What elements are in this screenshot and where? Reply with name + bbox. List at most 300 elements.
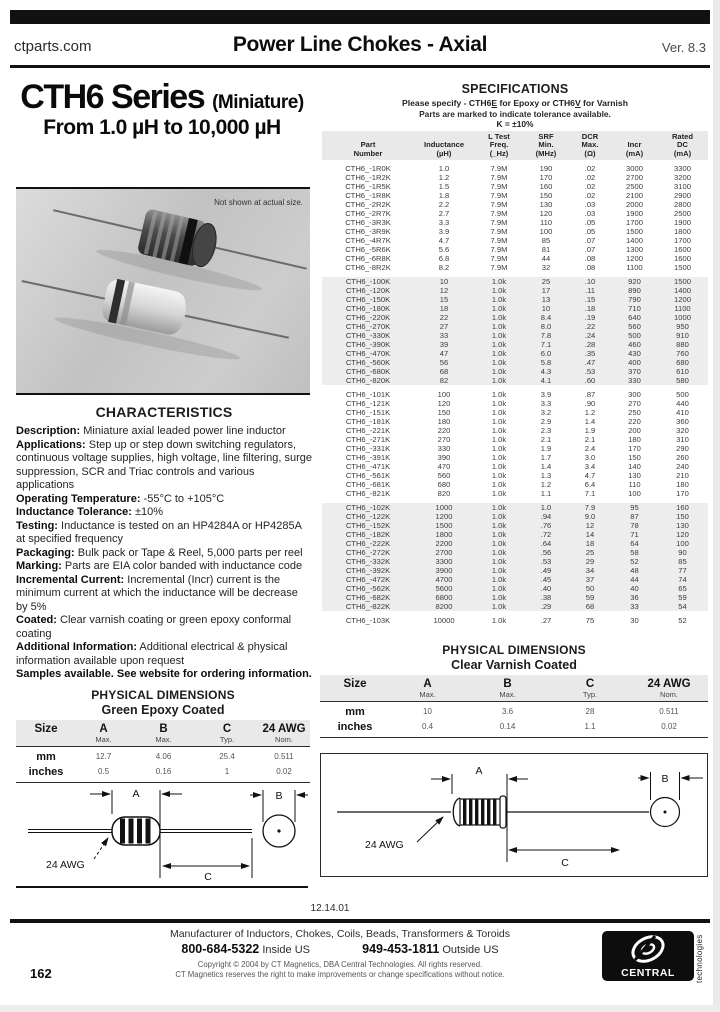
characteristic-item: Coated: Clear varnish coating or green epoxy conformal coating (16, 614, 292, 640)
dimensions-table-header (320, 675, 708, 702)
dimensions-green-epoxy (16, 688, 310, 783)
spec-cell: CTH6_-272K (345, 548, 391, 557)
spec-cell: 1100 (626, 263, 643, 272)
characteristic-item: Packaging: Bulk pack or Tape & Reel, 5,000 parts per reel (16, 546, 303, 559)
dim-value: 0.4 (421, 722, 434, 731)
spec-cell: 1400 (674, 286, 691, 295)
spec-cell: .72 (540, 530, 552, 539)
spec-cell: CTH6_-121K (345, 399, 391, 408)
dimension-diagram-left (16, 778, 310, 884)
spec-cell: 15 (439, 295, 449, 304)
spec-cell: .45 (540, 575, 552, 584)
spec-cell: 50 (585, 584, 595, 593)
spec-cell: .94 (540, 512, 552, 521)
dim-value: 0.14 (499, 722, 516, 731)
spec-cell: 1.0k (491, 521, 507, 530)
spec-cell: 10 (541, 304, 551, 313)
dim-column-header: A Max. (95, 723, 112, 744)
spec-cell: 760 (676, 349, 689, 358)
spec-cell: 1000 (674, 313, 691, 322)
spec-column-header: DCR Max. (Ω) (581, 131, 599, 158)
spec-cell: 240 (676, 462, 689, 471)
dim-value: 3.6 (501, 707, 514, 716)
dim-row (320, 719, 708, 734)
site-name: ctparts.com (14, 38, 92, 55)
spec-cell: 3300 (435, 557, 453, 566)
dim-value: 0.511 (659, 707, 679, 716)
spec-cell: 1.0k (491, 408, 507, 417)
spec-cell: 360 (676, 417, 689, 426)
spec-cell: 6800 (435, 593, 453, 602)
dimensions-subtitle: Clear Varnish Coated (451, 658, 577, 672)
spec-cell: 680 (437, 480, 451, 489)
spec-row (322, 408, 708, 417)
spec-cell: 400 (628, 358, 641, 367)
version-label: Ver. 8.3 (661, 40, 706, 55)
spec-cell: 190 (539, 164, 553, 173)
spec-row (322, 349, 708, 358)
characteristic-item: Applications: Step up or step down switching regulators, continuous voltage supplies, high voltage, line filtering, surge suppression, SCR and Triac controls and various applications (16, 438, 312, 491)
spec-cell: 1800 (674, 227, 691, 236)
spec-row (322, 295, 708, 304)
spec-cell: 65 (678, 584, 687, 593)
spec-cell: 1800 (435, 530, 453, 539)
spec-cell: 1.0k (491, 616, 507, 625)
spec-cell: 1600 (674, 254, 691, 263)
spec-cell: 8.4 (540, 313, 552, 322)
spec-cell: 150 (437, 408, 451, 417)
manufacturer-line: Manufacturer of Inductors, Chokes, Coils, Beads, Transformers & Toroids (169, 928, 511, 940)
spec-cell: 7.9M (490, 182, 508, 191)
spec-cell: .03 (584, 209, 596, 218)
spec-cell: 3.9 (540, 390, 552, 399)
spec-cell: 1.0k (491, 340, 507, 349)
spec-cell: 890 (628, 286, 641, 295)
spec-cell: 5600 (435, 584, 453, 593)
spec-row (322, 489, 708, 498)
spec-cell: 14 (585, 530, 595, 539)
spec-cell: 25 (585, 548, 595, 557)
spec-cell: .40 (540, 584, 552, 593)
spec-cell: 1.0k (491, 390, 507, 399)
spec-cell: CTH6_-822K (345, 602, 391, 611)
spec-cell: .15 (584, 295, 596, 304)
spec-cell: CTH6_-1R0K (345, 164, 391, 173)
spec-cell: 1.0k (491, 453, 507, 462)
spec-cell: 2700 (626, 173, 643, 182)
spec-cell: 1.0k (491, 435, 507, 444)
spec-cell: 260 (676, 453, 689, 462)
spec-row (322, 584, 708, 593)
spec-cell: CTH6_-220K (345, 313, 391, 322)
spec-cell: 1.0k (491, 512, 507, 521)
spec-cell: 2.9 (540, 417, 552, 426)
spec-row (322, 182, 708, 191)
spec-cell: 500 (628, 331, 641, 340)
spec-cell: CTH6_-100K (345, 277, 391, 286)
spec-cell: 250 (628, 408, 641, 417)
spec-cell: CTH6_-1R2K (345, 173, 391, 182)
spec-cell: CTH6_-102K (345, 503, 391, 512)
spec-cell: 7.9M (490, 164, 508, 173)
spec-cell: .02 (584, 164, 596, 173)
spec-cell: 1.0k (491, 462, 507, 471)
spec-cell: CTH6_-181K (345, 417, 391, 426)
spec-row (322, 376, 708, 385)
spec-cell: 410 (676, 408, 689, 417)
spec-cell: 39 (439, 340, 449, 349)
spec-cell: 100 (628, 489, 641, 498)
spec-cell: 1.8 (438, 191, 450, 200)
dim-value: 12.7 (95, 752, 112, 761)
spec-cell: 160 (676, 503, 689, 512)
spec-cell: 1.0k (491, 489, 507, 498)
spec-cell: 37 (585, 575, 595, 584)
spec-cell: 68 (585, 602, 595, 611)
spec-cell: 560 (437, 471, 451, 480)
spec-cell: 81 (541, 245, 551, 254)
spec-row (322, 173, 708, 182)
spec-cell: CTH6_-120K (345, 286, 391, 295)
spec-cell: .29 (540, 602, 552, 611)
spec-cell: CTH6_-221K (345, 426, 391, 435)
spec-cell: 220 (437, 426, 451, 435)
central-logo (602, 931, 694, 981)
dim-b-label: B (275, 790, 283, 802)
dim-value: 1 (224, 767, 230, 776)
spec-cell: 1900 (674, 218, 691, 227)
dimension-diagram-right-box (320, 753, 708, 877)
spec-cell: 640 (628, 313, 641, 322)
spec-cell: 2.1 (584, 435, 596, 444)
spec-row (322, 593, 708, 602)
spec-cell: 130 (628, 471, 641, 480)
spec-row (322, 444, 708, 453)
spec-cell: 74 (678, 575, 687, 584)
spec-cell: 54 (678, 602, 687, 611)
spec-cell: 75 (585, 616, 595, 625)
spec-cell: 1.4 (584, 417, 596, 426)
spec-row (322, 254, 708, 263)
spec-table-body (322, 164, 708, 625)
spec-tolerance-note: K = ±10% (496, 118, 534, 129)
spec-cell: 4700 (435, 575, 453, 584)
spec-cell: 100 (437, 390, 451, 399)
wire-gauge-label: 24 AWG (365, 839, 404, 851)
spec-cell: 2.1 (540, 435, 552, 444)
epoxy-code: E (491, 98, 498, 108)
spec-cell: 12 (585, 521, 595, 530)
spec-cell: 56 (439, 358, 449, 367)
spec-cell: CTH6_-562K (345, 584, 391, 593)
spec-cell: 64 (630, 539, 639, 548)
dim-column-header: Size (343, 678, 367, 690)
spec-cell: 430 (628, 349, 641, 358)
specifications-title: SPECIFICATIONS (461, 82, 569, 96)
spec-cell: 300 (628, 390, 641, 399)
characteristic-item: Description: Miniature axial leaded power line inductor (16, 425, 286, 437)
spec-row (322, 227, 708, 236)
dim-a-label: A (132, 788, 140, 800)
toroid-icon (628, 933, 668, 965)
spec-row (322, 557, 708, 566)
specifications-table (322, 131, 708, 630)
spec-cell: 95 (630, 503, 639, 512)
spec-cell: 33 (630, 602, 639, 611)
spec-cell: 7.9M (490, 245, 508, 254)
spec-cell: CTH6_-470K (345, 349, 391, 358)
spec-cell: 170 (539, 173, 553, 182)
spec-cell: .49 (540, 566, 552, 575)
spec-row (322, 503, 708, 512)
spec-cell: CTH6_-332K (345, 557, 391, 566)
spec-cell: 140 (628, 462, 641, 471)
spec-group (322, 503, 708, 611)
spec-cell: CTH6_-1R5K (345, 182, 391, 191)
spec-column-header: Incr (mA) (625, 140, 644, 158)
spec-cell: CTH6_-331K (345, 444, 391, 453)
spec-cell: .05 (584, 218, 596, 227)
note-part: for Epoxy or CTH6 (497, 98, 575, 108)
component-body (112, 817, 160, 845)
spec-cell: 1500 (626, 227, 643, 236)
spec-cell: 6.8 (438, 254, 450, 263)
spec-cell: 1.0k (491, 557, 507, 566)
dim-value: 0.511 (274, 752, 294, 761)
disclaimer-line: CT Magnetics reserves the right to make improvements or change specifications without notice. (175, 970, 505, 979)
spec-cell: 1.0k (491, 313, 507, 322)
dim-value: 0.02 (276, 767, 292, 776)
spec-cell: .53 (540, 557, 552, 566)
spec-cell: 1.2 (438, 173, 450, 182)
footer-rule (10, 919, 710, 923)
dim-value: 1.1 (584, 722, 596, 731)
spec-group (322, 277, 708, 385)
spec-cell: 120 (437, 399, 451, 408)
spec-cell: CTH6_-4R7K (345, 236, 391, 245)
spec-row (322, 340, 708, 349)
spec-cell: 2700 (435, 548, 453, 557)
spec-cell: .10 (584, 277, 596, 286)
spec-cell: .64 (540, 539, 552, 548)
spec-cell: 33 (439, 331, 449, 340)
spec-cell: 7.9 (584, 503, 596, 512)
spec-cell: CTH6_-2R7K (345, 209, 391, 218)
spec-cell: CTH6_-2R2K (345, 200, 391, 209)
spec-row (322, 521, 708, 530)
spec-cell: CTH6_-392K (345, 566, 391, 575)
spec-cell: 6.0 (540, 349, 552, 358)
characteristic-item: Testing: Inductance is tested on an HP4284A or HP4285A at specified frequency (16, 519, 302, 545)
spec-column-header: Part Number (353, 140, 383, 158)
spec-cell: 330 (628, 376, 641, 385)
phone-outside-label: Outside US (442, 944, 499, 956)
spec-cell: 1900 (626, 209, 643, 218)
spec-cell: .19 (584, 313, 596, 322)
spec-row (322, 218, 708, 227)
characteristic-item: Operating Temperature: -55°C to +105°C (16, 492, 225, 505)
spec-cell: CTH6_-8R2K (345, 263, 391, 272)
spec-cell: 48 (630, 566, 639, 575)
spec-cell: 170 (676, 489, 689, 498)
spec-cell: 100 (676, 539, 689, 548)
spec-cell: 470 (437, 462, 451, 471)
spec-cell: CTH6_-681K (345, 480, 391, 489)
spec-row (322, 426, 708, 435)
spec-cell: 1.0 (438, 164, 450, 173)
spec-cell: 150 (628, 453, 641, 462)
characteristics-title: CHARACTERISTICS (95, 404, 233, 420)
dim-row-label: inches (28, 765, 64, 778)
spec-row (322, 512, 708, 521)
spec-cell: 58 (630, 548, 639, 557)
spec-cell: 1.0k (491, 548, 507, 557)
dim-value: 0.16 (155, 767, 172, 776)
spec-cell: 1.0k (491, 593, 507, 602)
dimensions-title: PHYSICAL DIMENSIONS (442, 643, 586, 657)
spec-cell: 8200 (435, 602, 453, 611)
spec-cell: 1.0 (540, 503, 552, 512)
spec-cell: 1.0k (491, 304, 507, 313)
spec-cell: 310 (676, 435, 689, 444)
spec-cell: 3000 (626, 164, 643, 173)
spec-cell: 3900 (435, 566, 453, 575)
spec-cell: 500 (676, 390, 689, 399)
spec-cell: 1500 (674, 263, 691, 272)
spec-row (322, 548, 708, 557)
spec-cell: 3200 (674, 173, 691, 182)
spec-cell: 1.3 (540, 471, 552, 480)
spec-cell: 18 (585, 539, 595, 548)
spec-cell: 8.2 (438, 263, 450, 272)
spec-cell: 52 (678, 616, 687, 625)
spec-cell: 220 (628, 417, 641, 426)
spec-cell: 40 (630, 584, 639, 593)
spec-cell: 2900 (674, 191, 691, 200)
dim-value: 10 (423, 707, 432, 716)
spec-cell: 1.2 (540, 480, 552, 489)
spec-cell: 1.0k (491, 331, 507, 340)
spec-column-header: Inductance (µH) (423, 140, 465, 158)
spec-cell: 7.1 (584, 489, 596, 498)
spec-cell: 4.7 (438, 236, 450, 245)
spec-cell: 3.2 (540, 408, 552, 417)
spec-cell: 1.0k (491, 539, 507, 548)
spec-cell: 6.4 (584, 480, 596, 489)
spec-cell: 560 (628, 322, 641, 331)
samples-note: Samples available. See website for ordering information. (16, 668, 312, 680)
spec-cell: 1.7 (540, 453, 552, 462)
spec-row (322, 277, 708, 286)
spec-cell: 1400 (626, 236, 643, 245)
spec-cell: 17 (541, 286, 551, 295)
spec-cell: 1700 (626, 218, 643, 227)
spec-cell: CTH6_-471K (345, 462, 391, 471)
spec-cell: 7.1 (540, 340, 552, 349)
spec-cell: 3.4 (584, 462, 596, 471)
spec-cell: .02 (584, 182, 596, 191)
footer-info (60, 928, 620, 980)
spec-cell: 32 (541, 263, 551, 272)
spec-cell: .56 (540, 548, 552, 557)
spec-cell: 1.0k (491, 602, 507, 611)
dim-value: 4.06 (155, 752, 172, 761)
spec-cell: 1200 (674, 295, 691, 304)
spec-row (322, 530, 708, 539)
spec-cell: 1.4 (540, 462, 552, 471)
spec-cell: 1200 (435, 512, 453, 521)
dim-row (16, 764, 310, 779)
spec-cell: 7.9M (490, 254, 508, 263)
dim-column-header: C Typ. (582, 678, 598, 699)
spec-cell: 1300 (626, 245, 643, 254)
spec-row (322, 304, 708, 313)
dim-c-label: C (204, 871, 212, 883)
spec-cell: .05 (584, 227, 596, 236)
spec-cell: .08 (584, 254, 596, 263)
spec-cell: 1.0k (491, 575, 507, 584)
spec-cell: 180 (628, 435, 641, 444)
spec-cell: 18 (439, 304, 449, 313)
spec-cell: .08 (584, 263, 596, 272)
dimensions-clear-varnish (320, 643, 708, 738)
coil-flange (453, 798, 460, 826)
spec-row (322, 236, 708, 245)
dim-row (16, 749, 310, 764)
note-part: Please specify - CTH6 (402, 98, 492, 108)
spec-cell: 1100 (674, 304, 691, 313)
spec-cell: 1.0k (491, 566, 507, 575)
spec-cell: .87 (584, 390, 596, 399)
dim-column-header: A Max. (419, 678, 436, 699)
spec-cell: 3300 (674, 164, 691, 173)
spec-cell: 180 (437, 417, 451, 426)
page-title: Power Line Chokes - Axial (232, 33, 488, 56)
spec-cell: CTH6_-270K (345, 322, 391, 331)
spec-cell: 59 (678, 593, 687, 602)
spec-cell: CTH6_-6R8K (345, 254, 391, 263)
spec-column-header: SRF Min. (MHz) (535, 131, 557, 158)
characteristics-list (16, 425, 312, 668)
spec-cell: 1500 (674, 277, 691, 286)
dim-row-label: mm (36, 750, 56, 763)
spec-cell: 1.0k (491, 349, 507, 358)
revision-date: 12.14.01 (310, 903, 350, 914)
spec-cell: 1.0k (491, 399, 507, 408)
spec-cell: 36 (630, 593, 639, 602)
spec-cell: 10000 (433, 616, 455, 625)
spec-cell: 200 (628, 426, 641, 435)
spec-cell: 44 (541, 254, 551, 263)
spec-cell: .28 (584, 340, 596, 349)
spec-cell: 150 (539, 191, 553, 200)
spec-cell: .18 (584, 304, 596, 313)
spec-cell: 270 (437, 435, 451, 444)
spec-row (322, 435, 708, 444)
scan-edge-right (713, 0, 720, 1012)
spec-cell: 110 (539, 218, 553, 227)
spec-group (322, 164, 708, 272)
spec-cell: CTH6_-103K (345, 616, 391, 625)
spec-cell: CTH6_-1R8K (345, 191, 391, 200)
dim-column-header: 24 AWG Nom. (262, 723, 306, 744)
dim-a-label: A (475, 765, 483, 777)
spec-cell: .90 (584, 399, 596, 408)
dim-value: 0.02 (661, 722, 677, 731)
phone-outside-us: 949-453-1811 (362, 942, 440, 956)
spec-cell: 1.0k (491, 376, 507, 385)
spec-cell: 7.9M (490, 263, 508, 272)
